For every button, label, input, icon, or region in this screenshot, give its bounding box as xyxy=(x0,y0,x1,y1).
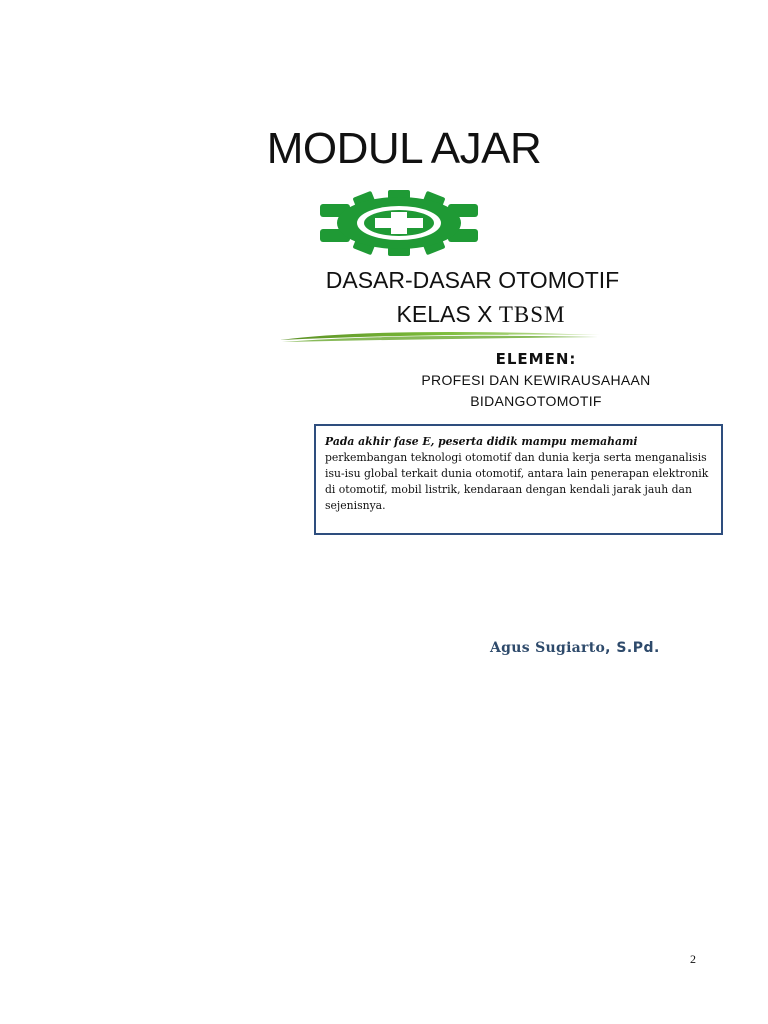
author-name: Agus Sugiarto xyxy=(490,640,606,656)
element-label: ELEMEN: xyxy=(495,350,577,368)
element-line-1: PROFESI DAN KEWIRAUSAHAAN xyxy=(421,372,651,388)
document-title: MODUL AJAR xyxy=(266,124,542,173)
class-prefix: KELAS X xyxy=(396,301,499,327)
page-number: 2 xyxy=(690,952,696,966)
author xyxy=(490,640,660,656)
learning-outcome-box xyxy=(314,424,723,535)
class-program: TBSM xyxy=(498,302,566,327)
element-line-2: BIDANGOTOMOTIF xyxy=(470,393,602,409)
learning-outcome-lead: Pada akhir fase E, peserta didik mampu memahami xyxy=(325,435,638,448)
gear-cross-logo-icon xyxy=(318,190,480,256)
learning-outcome-body: perkembangan teknologi otomotif dan dunia kerja serta menganalisis isu-isu global terkait dunia otomotif, antara lain penerapan elektronik di otomotif, mobil listrik, kendaraan dengan kendali jarak jauh dan sejenisnya. xyxy=(325,451,709,512)
subject-title: DASAR-DASAR OTOMOTIF xyxy=(325,267,620,293)
green-swoosh-divider xyxy=(280,325,600,345)
class-title xyxy=(0,301,768,328)
author-degree: , S.Pd. xyxy=(605,640,660,656)
